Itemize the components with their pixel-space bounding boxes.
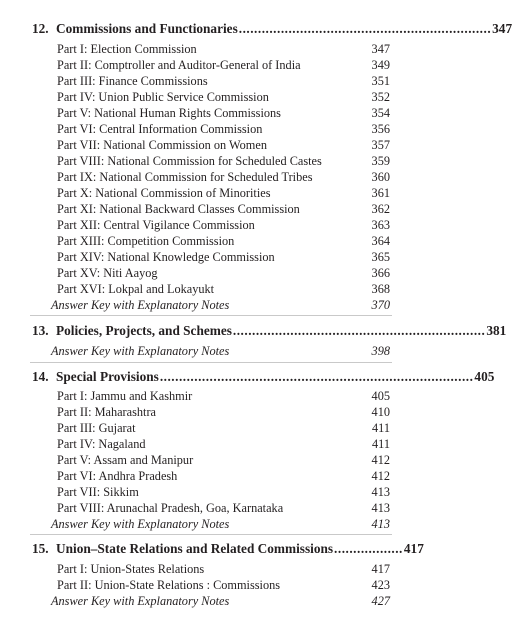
entry-label: Part VII: National Commission on Women xyxy=(57,138,267,152)
chapter-title: Special Provisions xyxy=(56,369,159,384)
entry-page-number: 366 xyxy=(371,266,390,280)
entry-label: Part VI: Central Information Commission xyxy=(57,122,263,136)
toc-entry[interactable] xyxy=(57,469,390,485)
entry-label: Answer Key with Explanatory Notes xyxy=(51,594,230,608)
chapter-page-number: 405 xyxy=(474,369,495,384)
toc-entry[interactable] xyxy=(57,202,390,218)
entry-label: Part I: Election Commission xyxy=(57,42,197,56)
entry-page-number: 347 xyxy=(371,42,390,56)
entry-label: Part V: National Human Rights Commissions xyxy=(57,106,281,120)
entry-page-number: 410 xyxy=(371,405,390,419)
entry-page-number: 411 xyxy=(372,421,390,435)
entry-label: Part XVI: Lokpal and Lokayukt xyxy=(57,282,215,296)
chapter-page-number: 417 xyxy=(403,541,424,556)
toc-entry[interactable] xyxy=(57,138,390,154)
entry-label: Part V: Assam and Manipur xyxy=(57,453,194,467)
entry-page-number: 412 xyxy=(371,453,390,467)
toc-entry[interactable] xyxy=(57,389,390,405)
toc-entry[interactable] xyxy=(57,218,390,234)
entry-page-number: 368 xyxy=(371,282,390,296)
toc-entry[interactable] xyxy=(57,485,390,501)
entry-page-number: 417 xyxy=(371,562,390,576)
entry-page-number: 411 xyxy=(372,437,390,451)
toc-entry[interactable] xyxy=(57,437,390,453)
toc-entry[interactable] xyxy=(57,42,390,58)
section-divider xyxy=(30,315,392,316)
chapter-heading[interactable] xyxy=(32,541,424,559)
dot-leader: .................................................................................. xyxy=(159,369,474,384)
entry-label: Part II: Comptroller and Auditor-General of India xyxy=(57,58,301,72)
entry-label: Part XI: National Backward Classes Commission xyxy=(57,202,300,216)
entry-label: Part VI: Andhra Pradesh xyxy=(57,469,178,483)
entry-page-number: 423 xyxy=(371,578,390,592)
entry-page-number: 413 xyxy=(371,485,390,499)
entry-label: Part VIII: Arunachal Pradesh, Goa, Karnataka xyxy=(57,501,284,515)
entry-label: Part I: Jammu and Kashmir xyxy=(57,389,193,403)
entry-page-number: 413 xyxy=(371,517,390,531)
toc-entry[interactable] xyxy=(57,282,390,298)
chapter-page-number: 347 xyxy=(492,21,512,36)
entry-label: Part XII: Central Vigilance Commission xyxy=(57,218,255,232)
toc-entry[interactable] xyxy=(57,58,390,74)
chapter-number: 14. xyxy=(32,369,49,384)
entry-label: Part VII: Sikkim xyxy=(57,485,139,499)
entry-label: Part III: Finance Commissions xyxy=(57,74,208,88)
chapter-heading[interactable] xyxy=(32,21,512,39)
entry-label: Part XIII: Competition Commission xyxy=(57,234,235,248)
toc-entry[interactable] xyxy=(57,578,390,594)
entry-label: Part VIII: National Commission for Scheduled Castes xyxy=(57,154,322,168)
entry-label: Part I: Union-States Relations xyxy=(57,562,205,576)
toc-entry[interactable] xyxy=(57,186,390,202)
chapter-title: Commissions and Functionaries xyxy=(56,21,238,36)
entry-label: Answer Key with Explanatory Notes xyxy=(51,298,230,312)
entry-label: Part X: National Commission of Minorities xyxy=(57,186,271,200)
entry-page-number: 427 xyxy=(371,594,390,608)
entry-page-number: 413 xyxy=(371,501,390,515)
entry-page-number: 412 xyxy=(371,469,390,483)
entry-page-number: 361 xyxy=(371,186,390,200)
entry-page-number: 354 xyxy=(371,106,390,120)
chapter-heading[interactable] xyxy=(32,323,507,341)
toc-entry[interactable] xyxy=(57,266,390,282)
toc-entry[interactable] xyxy=(57,154,390,170)
entry-page-number: 398 xyxy=(371,344,390,358)
answer-key-entry[interactable] xyxy=(51,344,390,360)
entry-page-number: 357 xyxy=(371,138,390,152)
entry-page-number: 351 xyxy=(371,74,390,88)
toc-entry[interactable] xyxy=(57,170,390,186)
entry-page-number: 359 xyxy=(371,154,390,168)
toc-entry[interactable] xyxy=(57,250,390,266)
entry-page-number: 360 xyxy=(371,170,390,184)
entry-label: Answer Key with Explanatory Notes xyxy=(51,344,230,358)
entry-label: Answer Key with Explanatory Notes xyxy=(51,517,230,531)
chapter-heading[interactable] xyxy=(32,369,495,387)
toc-entry[interactable] xyxy=(57,234,390,250)
toc-entry[interactable] xyxy=(57,562,390,578)
answer-key-entry[interactable] xyxy=(51,517,390,533)
section-divider xyxy=(30,534,392,535)
entry-page-number: 365 xyxy=(371,250,390,264)
toc-entry[interactable] xyxy=(57,453,390,469)
toc-entry[interactable] xyxy=(57,405,390,421)
entry-label: Part IV: Nagaland xyxy=(57,437,146,451)
toc-entry[interactable] xyxy=(57,421,390,437)
entry-label: Part II: Union-State Relations : Commissions xyxy=(57,578,281,592)
entry-page-number: 370 xyxy=(371,298,390,312)
entry-page-number: 405 xyxy=(371,389,390,403)
entry-label: Part IX: National Commission for Scheduled Tribes xyxy=(57,170,313,184)
entry-page-number: 356 xyxy=(371,122,390,136)
entry-label: Part XIV: National Knowledge Commission xyxy=(57,250,275,264)
toc-entry[interactable] xyxy=(57,122,390,138)
entry-label: Part III: Gujarat xyxy=(57,421,136,435)
toc-entry[interactable] xyxy=(57,74,390,90)
entry-page-number: 363 xyxy=(371,218,390,232)
toc-entry[interactable] xyxy=(57,501,390,517)
chapter-title: Union–State Relations and Related Commissions xyxy=(56,541,334,556)
answer-key-entry[interactable] xyxy=(51,298,390,314)
dot-leader: .................................................................. xyxy=(232,323,486,338)
toc-entry[interactable] xyxy=(57,90,390,106)
entry-page-number: 362 xyxy=(371,202,390,216)
chapter-page-number: 381 xyxy=(486,323,507,338)
entry-label: Part XV: Niti Aayog xyxy=(57,266,158,280)
dot-leader: .................................................................. xyxy=(238,21,492,36)
entry-page-number: 349 xyxy=(371,58,390,72)
entry-page-number: 352 xyxy=(371,90,390,104)
chapter-number: 12. xyxy=(32,21,49,36)
toc-entry[interactable] xyxy=(57,106,390,122)
answer-key-entry[interactable] xyxy=(51,594,390,610)
chapter-number: 13. xyxy=(32,323,49,338)
chapter-title: Policies, Projects, and Schemes xyxy=(56,323,232,338)
entry-label: Part IV: Union Public Service Commission xyxy=(57,90,269,104)
entry-label: Part II: Maharashtra xyxy=(57,405,157,419)
chapter-number: 15. xyxy=(32,541,49,556)
entry-page-number: 364 xyxy=(371,234,390,248)
dot-leader: .................. xyxy=(334,541,403,556)
section-divider xyxy=(30,362,392,363)
